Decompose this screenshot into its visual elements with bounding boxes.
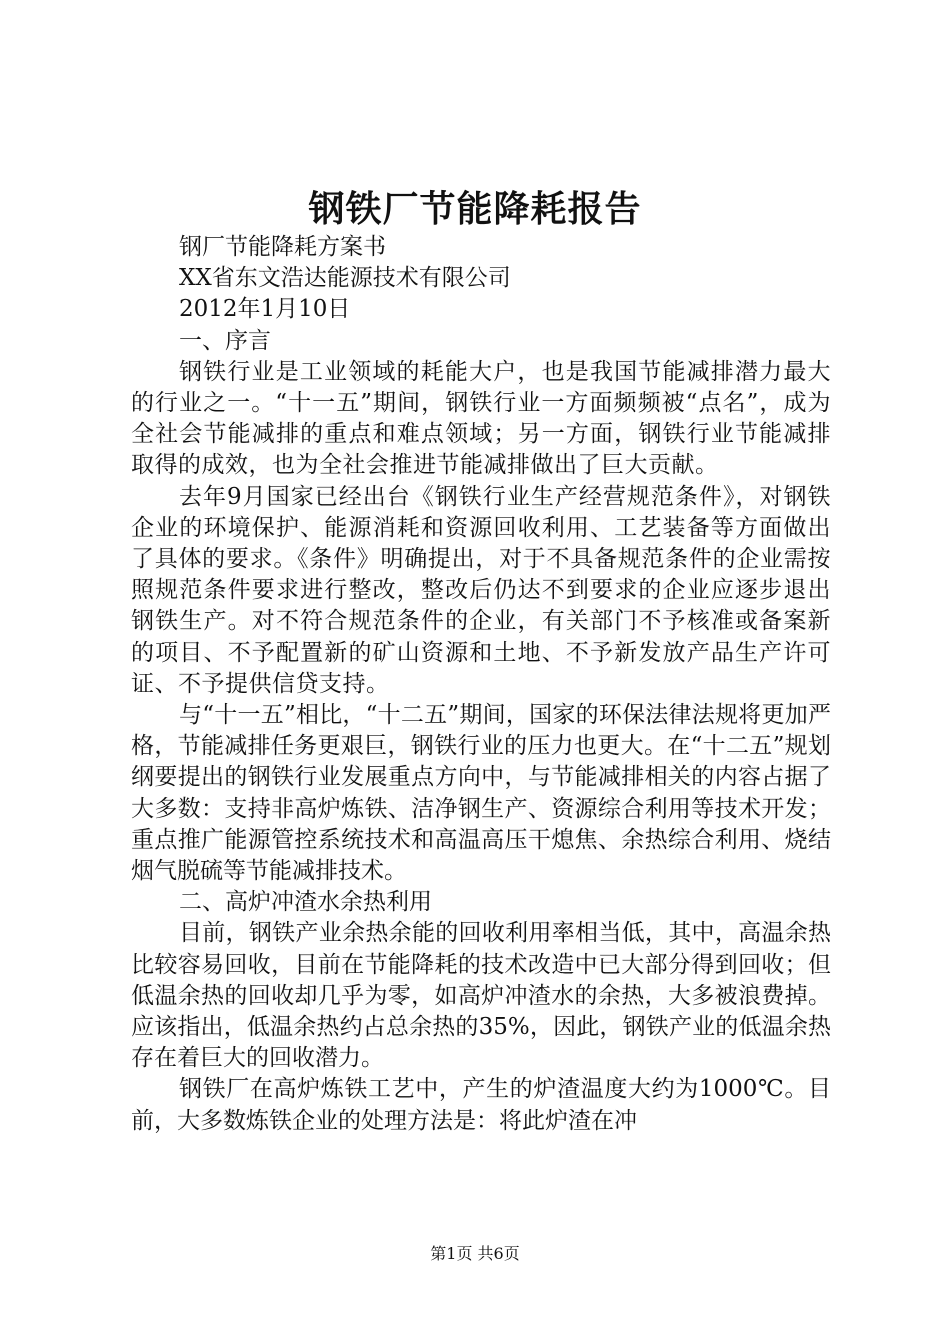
paragraph: 去年9月国家已经出台《钢铁行业生产经营规范条件》，对钢铁企业的环境保护、能源消耗和资源回收利用、工艺装备等方面做出了具体的要求。《条件》明确提出，对于不具备规范条件的企业需按照规范条件要求进行整改，整改后仍达不到要求的企业应逐步退出钢铁生产。对不符合规范条件的企业，有关部门不予核准或备案新的项目、不予配置新的矿山资源和土地、不予新发放产品生产许可证、不予提供信贷支持。 [131,483,831,697]
document-title: 钢铁厂节能降耗报告 [308,188,642,230]
document-subtitle: 钢厂节能降耗方案书 [179,234,386,260]
company-name: XX省东文浩达能源技术有限公司 [179,265,511,292]
page-footer: 第1页 共6页 [430,1244,520,1263]
paragraph: 与“十一五”相比，“十二五”期间，国家的环保法律法规将更加严格，节能减排任务更艰巨，钢铁行业的压力也更大。在“十二五”规划纲要提出的钢铁行业发展重点方向中，与节能减排相关的内容占据了大多数：支持非高炉炼铁、洁净钢生产、资源综合利用等技术开发；重点推广能源管控系统技术和高温高压干熄焦、余热综合利用、烧结烟气脱硫等节能减排技术。 [131,702,831,885]
section-heading-preface: 一、序言 [179,327,271,354]
document-date: 2012年1月10日 [179,296,351,323]
paragraph: 钢铁行业是工业领域的耗能大户，也是我国节能减排潜力最大的行业之一。“十一五”期间，钢铁行业一方面频频被“点名”，成为全社会节能减排的重点和难点领域；另一方面，钢铁行业节能减排取得的成效，也为全社会推进节能减排做出了巨大贡献。 [131,358,831,479]
paragraph: 目前，钢铁产业余热余能的回收利用率相当低，其中，高温余热比较容易回收，目前在节能降耗的技术改造中已大部分得到回收；但低温余热的回收却几乎为零，如高炉冲渣水的余热，大多被浪费掉。应该指出，低温余热约占总余热的35%，因此，钢铁产业的低温余热存在着巨大的回收潜力。 [131,920,831,1072]
document-body [131,232,831,1137]
section-heading-slag-water-heat: 二、高炉冲渣水余热利用 [179,889,432,916]
paragraph: 钢铁厂在高炉炼铁工艺中，产生的炉渣温度大约为1000℃。目前，大多数炼铁企业的处理方法是：将此炉渣在冲 [131,1076,831,1134]
